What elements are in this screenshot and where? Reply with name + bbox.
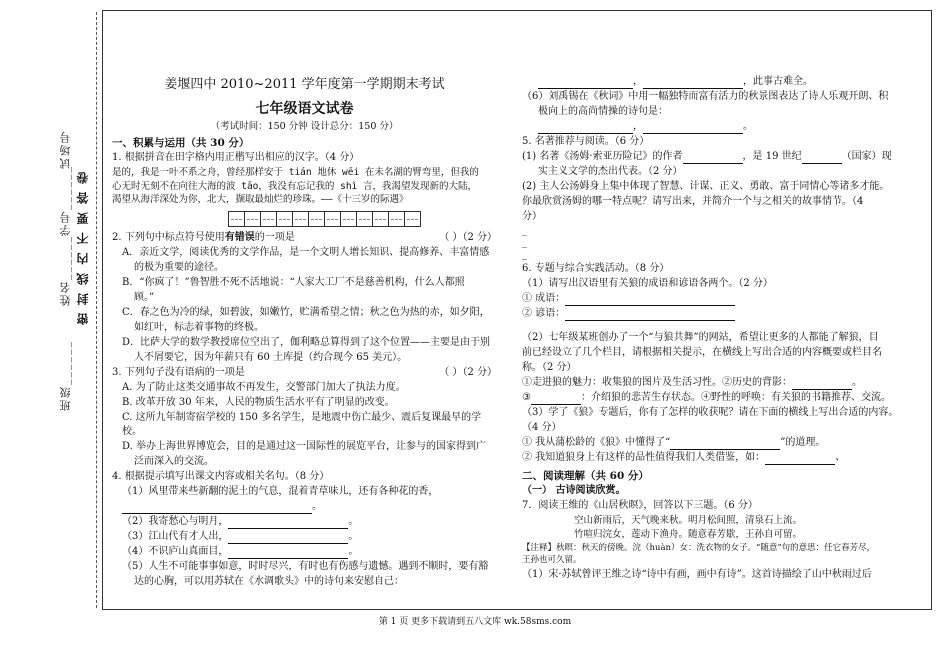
grid-cell[interactable]: [340, 211, 357, 227]
question-5: 5. 名著推荐与阅读。（6 分）: [522, 136, 650, 147]
exam-room-label: 试场号: [59, 130, 72, 169]
binding-line: [96, 12, 97, 608]
q6-item-2-cont2: 称。（2 分）: [522, 362, 577, 373]
class-field: 班级______: [59, 340, 72, 411]
question-2: 2. 下列句中标点符号使用有错误的一项是 （ ）（2 分）: [112, 231, 497, 243]
q5-item-2-cont2: 分）: [522, 211, 542, 222]
grid-cell[interactable]: [244, 211, 261, 227]
poem-line-1: 空山新雨后，天气晚来秋。明月松间照，清泉石上流。: [574, 515, 803, 526]
grid-cell[interactable]: [276, 211, 293, 227]
answer-blank[interactable]: [765, 454, 835, 465]
q2-option-a-cont: 的极为重要的途径。: [134, 261, 224, 273]
q2-option-a: A．亲近文学，阅读优秀的文学作品，是一个文明人增长知识、提高修养、丰富情感: [122, 246, 490, 258]
grid-cell[interactable]: [228, 211, 245, 227]
q2-option-d-cont: 人不屑要它，因为年薪只有 60 土库提（约合现今 65 美元）。: [134, 351, 408, 363]
grid-cell[interactable]: [356, 211, 373, 227]
q4-item-5: （5）人生不可能事事如意，时时尽兴，有时也有伤感与遗憾。遇到不顺时，要有豁: [122, 560, 489, 572]
subsection-1-heading: （一） 古诗阅读欣赏。: [522, 485, 626, 496]
answer-blank[interactable]: [228, 533, 348, 544]
exam-school-title: 姜堰四中 2010~2011 学年度第一学期期末考试: [164, 77, 445, 92]
answer-line[interactable]: _: [522, 225, 527, 236]
q2-emphasis: 有错误: [224, 231, 255, 243]
right-column: [522, 74, 922, 583]
answer-blank[interactable]: [643, 123, 743, 134]
q4-item-2: （2）我寄愁心与明月， 。: [122, 515, 359, 527]
grid-cell[interactable]: [260, 211, 277, 227]
answer-blank[interactable]: [228, 548, 348, 559]
q6-item-2-columns: ①走进狼的魅力：收集狼的图片及生活习性。②历史的背影： 。: [522, 377, 862, 388]
q2-option-b-cont: 顾。”: [134, 291, 155, 303]
grid-cell[interactable]: [324, 211, 341, 227]
q1-passage-line-1: 是的，我是一叶不系之舟，曾经那样安于 tián 地休 wēi 在未名湖的臂弯里，但我的: [112, 167, 479, 178]
q3-answer-bracket[interactable]: （ ）（2 分）: [439, 366, 497, 378]
q4-item-6: （6）刘禹锡在《秋词》中用一幅独特而富有活力的秋景图表达了诗人乐观开朗、积: [522, 91, 889, 102]
answer-blank[interactable]: [122, 503, 312, 514]
exam-note: （考试时间：150 分钟 设计总分：150 分）: [210, 121, 399, 132]
q6-item-3-score: （4 分）: [522, 422, 562, 433]
q1-passage-line-2: 心无时无刻不在向往大海的波 tāo，我没有忘记我的 shì 言，我渴望发现新的大陆，: [112, 180, 477, 192]
section-2-heading: 二、阅读理解（共 60 分）: [522, 470, 649, 482]
answer-blank[interactable]: [683, 153, 743, 164]
grid-cell[interactable]: [292, 211, 309, 227]
q4-item-1: （1）风里带来些新翻的泥土的气息，混着青草味儿，还有各种花的香，: [122, 485, 439, 497]
q7-item-1: （1）宋·苏轼曾评王维之诗“诗中有画，画中有诗”。这首诗描绘了山中秋雨过后: [522, 569, 872, 580]
question-4: 4. 根据提示填写出课文内容或相关名句。（8 分）: [112, 470, 330, 482]
q3-option-d-cont: 泛而深入的交流。: [134, 455, 214, 467]
section-1-heading: 一、积累与运用（共 30 分）: [112, 137, 250, 149]
answer-blank[interactable]: [802, 153, 842, 164]
poem-notes-cont: 王孙也可久留。: [522, 555, 582, 565]
q4-item-1-answer: 。: [112, 500, 497, 514]
poem-line-2: 竹喧归浣女，莲动下渔舟。随意春芳歇，王孙自可留。: [574, 529, 803, 540]
q5-item-2-cont: 你最欣赏汤姆的哪一特点呢？请写出来，并简介一个与之相关的故事情节。（4: [522, 196, 864, 207]
seal-line-text: 密 封 线 内 不 要 答 卷: [76, 170, 90, 326]
grid-cell[interactable]: [404, 211, 421, 227]
answer-blank[interactable]: [792, 379, 852, 390]
answer-blank[interactable]: [565, 295, 735, 306]
page-footer: 第 1 页 更多下载请到五八文库 wk.58sms.com: [378, 617, 572, 627]
answer-blank[interactable]: [565, 310, 735, 321]
q4-item-4: （4）不识庐山真面目， 。: [122, 545, 359, 557]
q6-item-2-cont: 前已经设立了几个栏目，请根据相关提示，在横线上写出合适的内容概要或栏目名: [522, 347, 882, 358]
answer-blank[interactable]: [228, 518, 348, 529]
q6-item-3-a: ① 我从蒲松龄的《狼》中懂得了“ ”的道理。: [522, 437, 826, 448]
answer-blank[interactable]: [531, 394, 581, 405]
q3-option-d: D. 举办上海世界博览会，目的是通过这一国际性的展览平台，让参与的国家得到广: [122, 440, 487, 452]
q6-proverbs: ② 谚语：: [522, 307, 922, 321]
q6-item-1: （1）请写出汉语里有关狼的成语和谚语各两个。（2 分）: [522, 278, 773, 289]
q2-option-c: C．春之色为冷的绿，如碧波，如嫩竹，贮满希望之情；秋之色为热的赤，如夕阳，: [122, 306, 490, 318]
q1-passage-line-3: 渴望从海洋深处为你，北大，撷取最灿烂的珍珠。——《十三岁的际遇》: [112, 194, 409, 205]
paper-title: 七年级语文试卷: [255, 101, 354, 117]
student-no-field: 学号______: [59, 165, 72, 236]
q2-option-d: D．比萨大学的数学教授席位空出了，伽利略总算得到了这个位置——主要是由于别: [122, 336, 491, 348]
q6-item-3-b: ② 我知道狼身上有这样的品性值得我们人类借鉴，如： 、: [522, 452, 846, 463]
q6-item-2: （2）七年级某班创办了一个“与狼共舞”的网站，希望让更多的人都能了解狼，目: [522, 332, 879, 343]
q6-item-2-columns-cont: ③ ：介绍狼的悲苦生存状态。④野性的呼唤：有关狼的书籍推荐、交流。: [522, 392, 891, 403]
answer-line[interactable]: _: [522, 249, 527, 260]
answer-line[interactable]: _: [522, 237, 527, 248]
q4-item-6-cont: 极向上的高尚情操的诗句是：: [538, 106, 668, 117]
q5-item-1: (1) 名著《汤姆·索亚历险记》的作者 ，是 19 世纪 （国家）现: [522, 151, 892, 162]
grid-cell[interactable]: [388, 211, 405, 227]
q6-item-3: （3）学了《狼》专题后，你有了怎样的收获呢？请在下面的横线上写出合适的内容。: [522, 407, 899, 418]
q2-option-b: B．“你疯了！”鲁智胜不死不活地说：“人家大工厂不是慈善机构，什么人都照: [122, 276, 465, 288]
answer-blank[interactable]: [538, 123, 633, 134]
answer-blank[interactable]: [538, 78, 633, 89]
poem-notes: 【注释】秋暝：秋天的傍晚。浣（huàn）女：洗衣物的女子。“随意”句的意思：任它春芳尽，: [522, 543, 876, 553]
name-field: 姓名______: [59, 235, 72, 306]
question-1: 1. 根据拼音在田字格内用正楷写出相应的汉字。（4 分）: [112, 152, 360, 163]
question-7: 7．阅读王维的《山居秋暝》，回答以下三题。（6 分）: [522, 500, 758, 511]
q4-item-6-answer: ， 。: [522, 120, 922, 134]
q3-option-c: C. 这所九年制寄宿学校的 150 多名学生，是地震中伤亡最少、震后复课最早的学校。: [122, 411, 482, 437]
answer-blank[interactable]: [643, 78, 743, 89]
q4-item-3: （3）江山代有才人出， 。: [122, 530, 359, 542]
answer-blank[interactable]: [670, 439, 780, 450]
q3-option-b: B. 改革开放 30 年来，人民的物质生活水平有了明显的改变。: [122, 396, 395, 408]
q5-item-1-cont: 实主义文学的杰出代表。（2 分）: [538, 166, 683, 177]
q2-option-c-cont: 如红叶，标志着事物的终极。: [134, 321, 264, 333]
q6-idioms: ① 成语：: [522, 292, 922, 306]
question-3: 3. 下列句子没有语病的一项是 （ ）（2 分）: [112, 366, 497, 378]
grid-cell[interactable]: [372, 211, 389, 227]
q3-option-a: A. 为了防止这类交通事故不再发生，交警部门加大了执法力度。: [122, 381, 406, 393]
tianzige-grid[interactable]: [228, 211, 497, 227]
grid-cell[interactable]: [308, 211, 325, 227]
q2-answer-bracket[interactable]: （ ）（2 分）: [439, 231, 497, 243]
q4-item-5-answer: ， ，此事古难全。: [522, 75, 922, 89]
q4-item-5-cont: 达的心胸，可以用苏轼在《水调歌头》中的诗句来安慰自己：: [134, 575, 404, 587]
left-column: [112, 68, 497, 590]
q5-item-2: (2) 主人公汤姆身上集中体现了智慧、计谋、正义、勇敢、富于同情心等诸多才能。: [522, 181, 890, 192]
question-6: 6. 专题与综合实践活动。（8 分）: [522, 263, 670, 274]
